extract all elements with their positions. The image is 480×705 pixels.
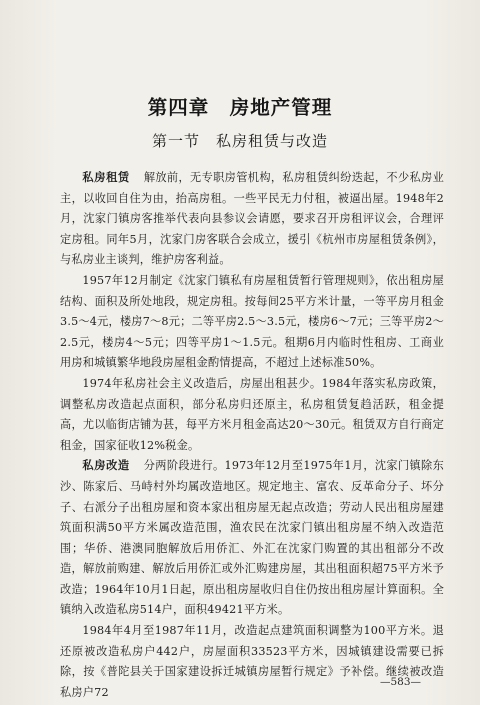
paragraph-heading: 私房改造 <box>82 459 130 473</box>
paragraph <box>60 271 444 374</box>
section-title: 第一节 私房租赁与改造 <box>151 132 328 150</box>
paragraph-text: 解放前，无专职房管机构，私房租赁纠纷迭起，不少私房业主，以收回自住为由，抬高房租。一些平民无力付租，被逼出屋。1948年2月，沈家门镇房客推举代表向县参议会请愿，要求召开房租评议会，合理评定房租。同年5月，沈家门房客联合会成立，援引《杭州市房屋租赁条例》，与私房业主谈判，维护房客利益。 <box>60 171 444 267</box>
paragraph-text: 1984年4月至1987年11月，改造起点建筑面积调整为100平方米。退还原被改造私房户442户，房屋面积33523平方米，因城镇建设需要已拆除，按《普陀县关于国家建设拆迁城镇房屋暂行规定》予补偿。继续被改造私房户72 <box>60 624 444 699</box>
paragraph-heading: 私房租赁 <box>82 171 130 184</box>
paragraph <box>60 374 444 456</box>
body-text <box>60 168 444 703</box>
chapter-title: 第四章 房地产管理 <box>147 96 333 119</box>
paragraph <box>60 168 444 271</box>
paragraph <box>60 456 444 621</box>
paragraph-text: 1974年私房社会主义改造后，房屋出租甚少。1984年落实私房政策，调整私房改造起点面积，部分私房归还原主，私房租赁复趋活跃，租金提高，尤以临街店铺为甚，每平方米月租金高达20～30元。租赁双方自行商定租金，国家征收12%税金。 <box>60 376 444 452</box>
paragraph <box>60 621 444 703</box>
paragraph-text: 分两阶段进行。1973年12月至1975年1月，沈家门镇除东沙、陈家后、马峙村外均属改造地区。规定地主、富农、反革命分子、坏分子、右派分子出租房屋和资本家出租房屋无起点改造；劳动人民出租房屋建筑面积满50平方米属改造范围，渔农民在沈家门镇出租房屋不纳入改造范围；华侨、港澳同胞解放后用侨汇、外汇在沈家门购置的其出租部分不改造，解放前购建、解放后用侨汇或外汇购建房屋，其出租面积超75平方米予改造；1964年10月1日起，原出租房屋收归自住仍按出租房屋计算面积。全镇纳入改造私房514户，面积49421平方米。 <box>60 459 444 617</box>
paragraph-text: 1957年12月制定《沈家门镇私有房屋租赁暂行管理规则》，依出租房屋结构、面积及所处地段，规定房租。按每间25平方米计量，一等平房月租金3.5～4元，楼房7～8元；二等平房2.5～3.5元，楼房6～7元；三等平房2～2.5元，楼房4～5元；四等平房1～1.5元。租期6月内临时性租房、工商业用房和城镇繁华地段房屋租金酌情提高，不超过上述标准50%。 <box>60 273 444 370</box>
page-number: —583— <box>380 676 422 688</box>
